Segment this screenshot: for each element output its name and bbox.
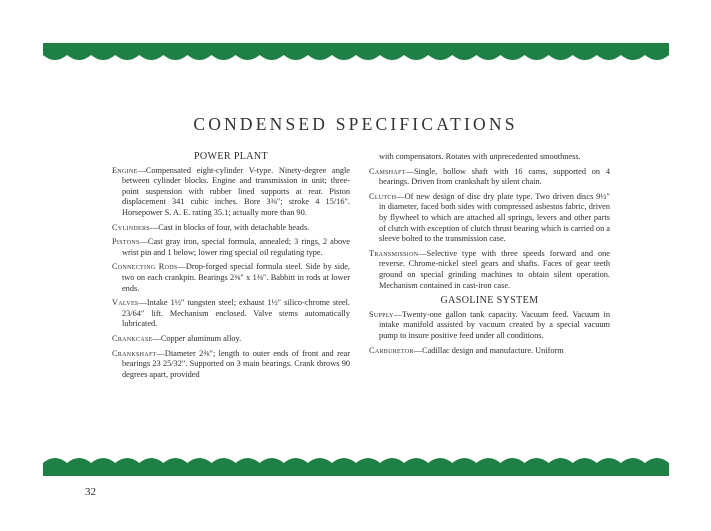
spec-camshaft xyxy=(369,167,610,188)
left-column xyxy=(112,152,350,384)
spec-text: —Single, hollow shaft with 16 cams, supported on 4 bearings. Driven from crankshaft by silent chain. xyxy=(379,166,610,187)
spec-text: —Cast gray iron, special formula, annealed; 3 rings, 2 above wrist pin and 1 below; lower ring special oil regulating type. xyxy=(122,237,350,257)
spec-text: —Copper aluminum alloy. xyxy=(152,333,242,343)
spec-term: Carburetor xyxy=(369,345,414,355)
spec-text: —Cadillac design and manufacture. Uniform xyxy=(413,345,564,355)
page-title: CONDENSED SPECIFICATIONS xyxy=(193,114,518,134)
scallop-shape xyxy=(43,43,669,60)
spec-text: —Cast in blocks of four, with detachable heads. xyxy=(149,222,310,232)
spec-crankshaft xyxy=(112,349,350,381)
spec-term: Camshaft xyxy=(369,166,406,176)
scalloped-border-top xyxy=(43,43,669,65)
spec-valves xyxy=(112,298,350,330)
top-decorative-band xyxy=(43,43,669,65)
spec-term: Crankcase xyxy=(112,333,153,343)
spec-term: Crankshaft xyxy=(112,348,157,358)
spec-text: —Diameter 2⅜″; length to outer ends of front and rear bearings 23 25/32″. Supported on 3 main bearings. Crank throws 90 degrees apart, provided xyxy=(122,348,350,379)
spec-term: Cylinders xyxy=(112,222,150,232)
spec-term: Valves xyxy=(112,298,139,308)
spec-crankcase xyxy=(112,334,350,345)
spec-text: —Of new design of disc dry plate type. Two driven discs 9½″ in diameter, faced both sides with compressed asbestos fabric, driven by flywheel to which are attached all springs, levers and other parts of clutch with exception of clutch thrust bearing which is carried on a sleeve bolted to the transmission case. xyxy=(379,191,610,244)
spec-text: —Drop-forged special formula steel. Side by side, two on each crankpin. Bearings 2⅜″ x 1⅜″. Babbitt in rods at lower ends. xyxy=(122,262,350,293)
right-column xyxy=(369,152,610,360)
spec-supply xyxy=(369,310,610,342)
spec-connecting-rods xyxy=(112,262,350,294)
page-number: 32 xyxy=(85,486,96,498)
spec-engine xyxy=(112,166,350,219)
spec-term: Supply xyxy=(369,309,394,319)
section-heading-gasoline-system: GASOLINE SYSTEM xyxy=(440,295,539,307)
bottom-decorative-band xyxy=(43,452,669,476)
section-heading-power-plant: POWER PLANT xyxy=(193,151,269,162)
spec-cylinders xyxy=(112,223,350,234)
spec-text: —Selective type with three speeds forward and one reverse. Chrome-nickel steel gears and shafts. Faces of gear teeth ground on special grinding machines to obtain silent operation. Mechanism contained in cast-iron case. xyxy=(379,248,610,290)
scalloped-border-bottom xyxy=(43,452,669,476)
spec-text: —Intake 1½″ tungsten steel; exhaust 1½″ silico-chrome steel. 23/64″ lift. Mechanism enclosed. Valve stems automatically lubricated. xyxy=(122,298,350,329)
crankshaft-continuation: with compensators. Rotates with unprecedented smoothness. xyxy=(379,152,581,161)
spec-transmission xyxy=(369,249,610,291)
spec-term: Connecting Rods xyxy=(112,262,178,272)
spec-carburetor xyxy=(369,346,610,357)
spec-term: Pistons xyxy=(112,237,140,247)
spec-text: —Compensated eight-cylinder V-type. Ninety-degree angle between cylinder blocks. Engine and transmission in unit; three-point suspension with rubber lined supports at rear. Piston displacement 341 cubic inches. Bore 3⅜″; stroke 4 15/16″. Horsepower S. A. E. rating 35.1; actually more than 90. xyxy=(122,165,350,217)
spec-term: Clutch xyxy=(369,191,397,201)
spec-term: Transmission xyxy=(369,248,419,258)
spec-clutch xyxy=(369,192,610,245)
spec-text: —Twenty-one gallon tank capacity. Vacuum feed. Vacuum in intake manifold assisted by vacuum created by a special vacuum pump to insure positive feed under all conditions. xyxy=(379,309,610,340)
spec-term: Engine xyxy=(112,165,138,175)
spec-pistons xyxy=(112,237,350,258)
scallop-shape xyxy=(43,458,669,476)
